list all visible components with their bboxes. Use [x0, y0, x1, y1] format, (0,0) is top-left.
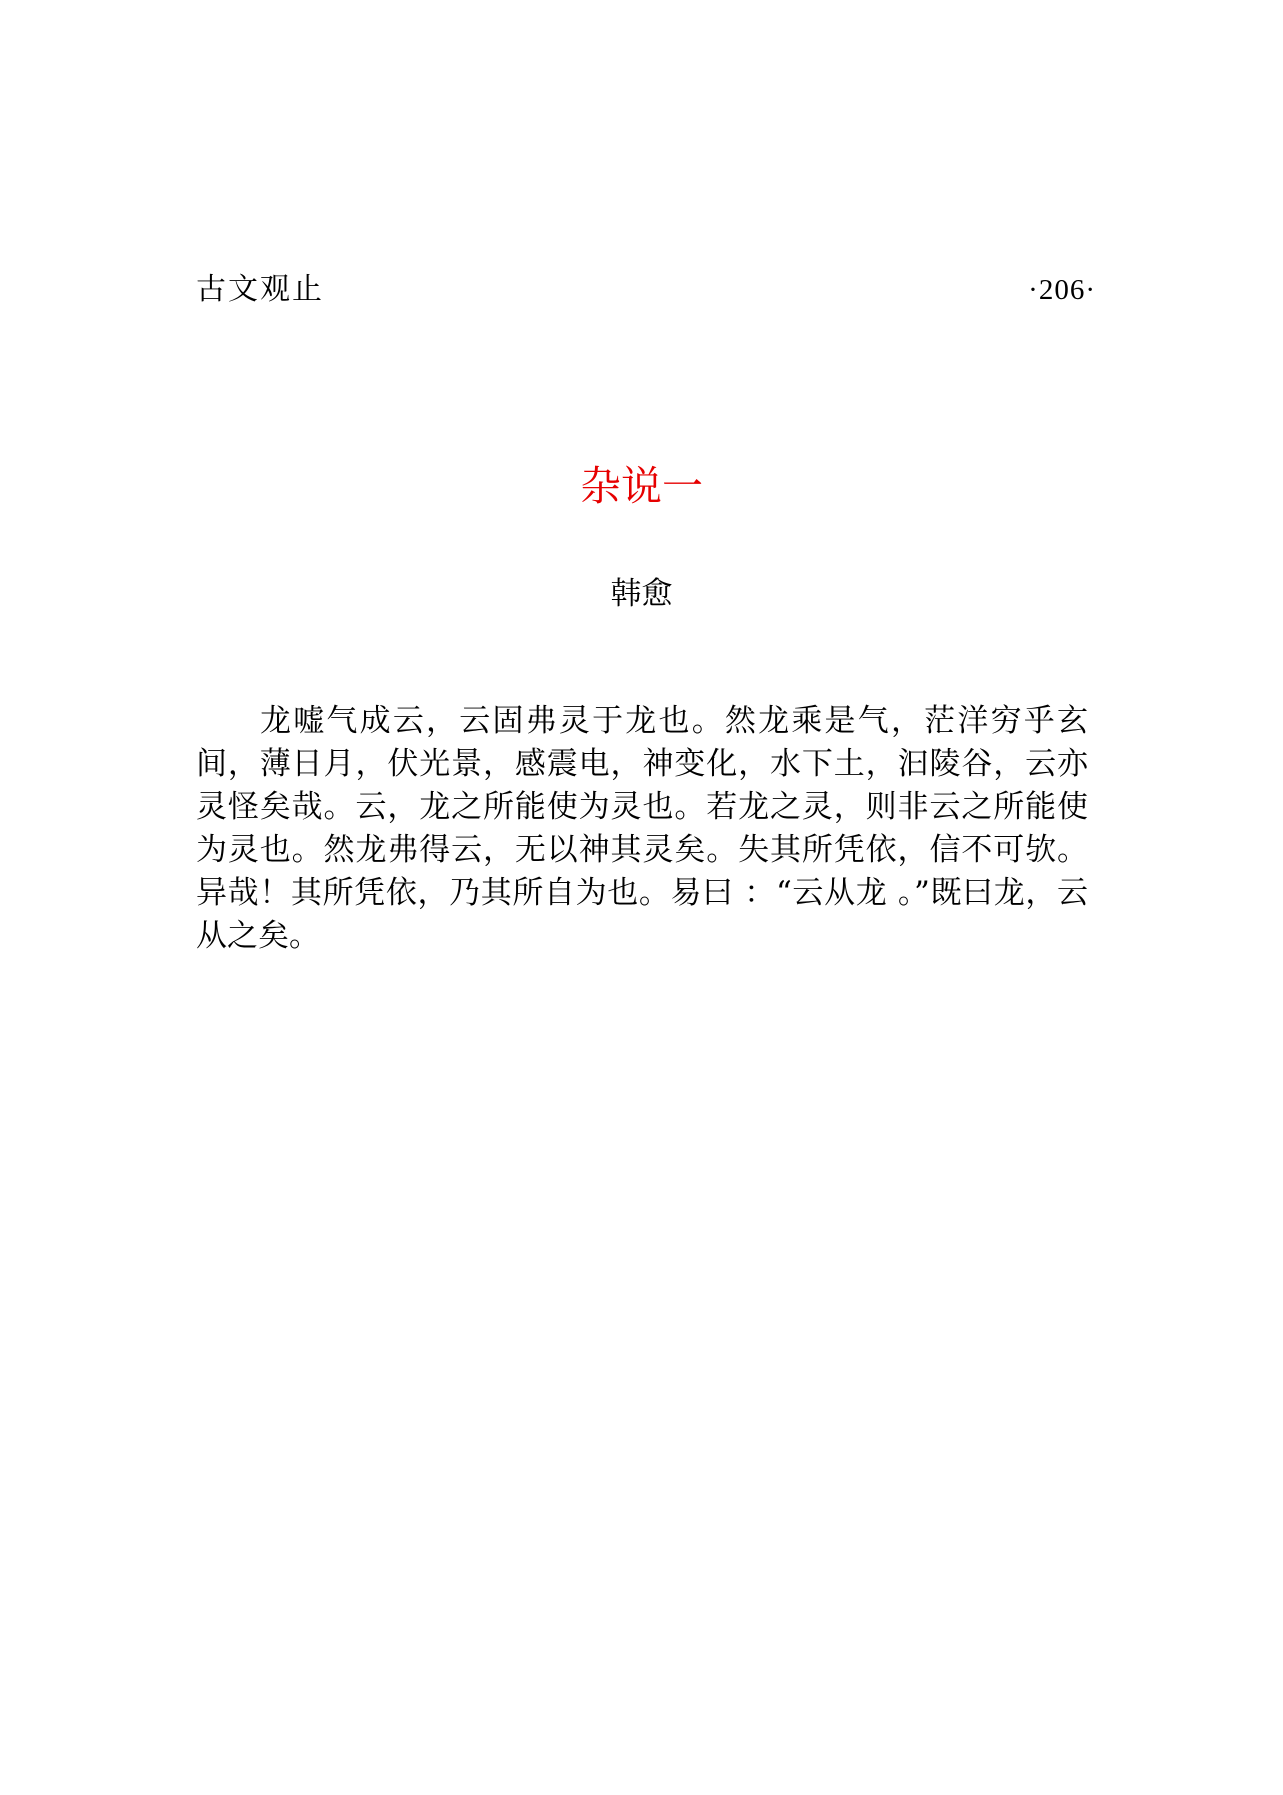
article-body: 龙嘘气成云，云固弗灵于龙也。然龙乘是气，茫洋穷乎玄间，薄日月，伏光景，感震电，神变化，水下土，汩陵谷，云亦灵怪矣哉。云，龙之所能使为灵也。若龙之灵，则非云之所能使为灵也。然龙弗得云，无以神其灵矣。失其所凭依，信不可欤。异哉！其所凭依，乃其所自为也。易曰 ：“云从龙 。”既曰龙，云从之矣。 — [196, 703, 1088, 954]
book-title: 古文观止 — [196, 272, 324, 307]
running-header — [196, 268, 1096, 312]
page-number: ·206· — [1028, 274, 1096, 306]
article-title: 杂说一 — [580, 462, 703, 510]
article-author: 韩愈 — [610, 576, 673, 612]
